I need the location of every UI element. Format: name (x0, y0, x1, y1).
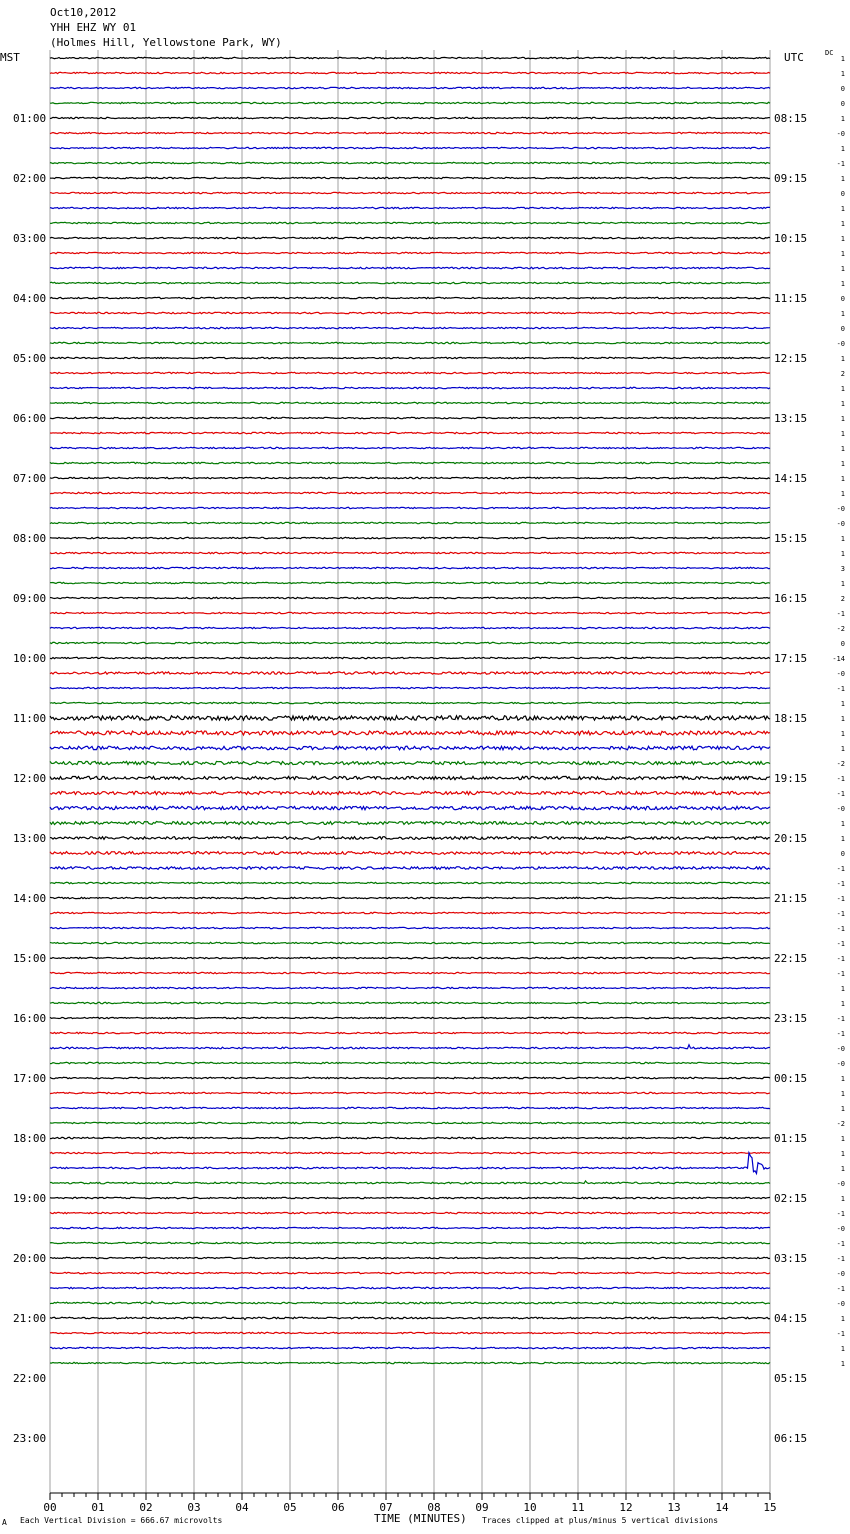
x-tick-label: 14 (715, 1501, 729, 1514)
trace-line (50, 791, 770, 794)
trace-line (50, 87, 770, 88)
trace-line (50, 1107, 770, 1108)
x-tick-label: 07 (379, 1501, 393, 1514)
trace-line (50, 462, 770, 463)
trace-line (50, 522, 770, 523)
trace-line (50, 72, 770, 73)
trace-line (50, 1017, 770, 1018)
right-hour-label: 10:15 (774, 232, 808, 245)
dc-value: 2 (840, 595, 845, 603)
trace-line (50, 882, 770, 883)
dc-value: 1 (840, 835, 845, 843)
trace-line (50, 177, 770, 178)
dc-value: -1 (836, 1255, 845, 1263)
x-tick-label: 00 (43, 1501, 57, 1514)
dc-value: -1 (836, 910, 845, 918)
dc-value: 2 (840, 370, 845, 378)
dc-value: 1 (840, 400, 845, 408)
dc-value: -1 (836, 940, 845, 948)
right-hour-label: 20:15 (774, 832, 808, 845)
dc-value: 1 (840, 265, 845, 273)
trace-line (50, 402, 770, 403)
trace-line (50, 1287, 770, 1288)
trace-line (50, 1257, 770, 1258)
dc-value: -1 (836, 610, 845, 618)
left-hour-label: 01:00 (13, 112, 47, 125)
dc-value: -1 (836, 790, 845, 798)
dc-value: 1 (840, 460, 845, 468)
x-tick-label: 11 (571, 1501, 585, 1514)
trace-line (50, 372, 770, 373)
dc-value: -14 (832, 655, 845, 663)
trace-line (50, 1153, 770, 1174)
right-hour-label: 17:15 (774, 652, 808, 665)
trace-line (50, 417, 770, 418)
dc-value: 1 (840, 730, 845, 738)
dc-value: 1 (840, 1150, 845, 1158)
dc-value: -1 (836, 1030, 845, 1038)
trace-line (50, 147, 770, 148)
left-hour-label: 07:00 (13, 472, 47, 485)
dc-value: -0 (836, 1225, 845, 1233)
trace-line (50, 1197, 770, 1198)
trace-line (50, 1347, 770, 1348)
x-axis (43, 1493, 776, 1514)
right-hour-label: 11:15 (774, 292, 808, 305)
dc-value: -1 (836, 775, 845, 783)
trace-line (50, 987, 770, 988)
trace-line (50, 1362, 770, 1363)
trace-line (50, 761, 770, 764)
left-hour-label: 14:00 (13, 892, 47, 905)
trace-line (50, 1212, 770, 1213)
right-hour-labels (774, 112, 807, 1445)
left-axis-label: MST (0, 51, 20, 64)
trace-line (50, 297, 770, 298)
right-hour-label: 13:15 (774, 412, 808, 425)
trace-line (50, 1181, 770, 1184)
left-hour-label: 10:00 (13, 652, 47, 665)
dc-value: 0 (840, 640, 845, 648)
dc-value: -1 (836, 685, 845, 693)
left-hour-label: 02:00 (13, 172, 47, 185)
x-axis-label: TIME (MINUTES) (374, 1512, 467, 1525)
dc-value: 1 (840, 1360, 845, 1368)
right-hour-label: 03:15 (774, 1252, 808, 1265)
dc-value: 0 (840, 325, 845, 333)
trace-line (50, 57, 770, 58)
dc-value: -2 (836, 625, 845, 633)
dc-value: 0 (840, 85, 845, 93)
right-axis-label: UTC (784, 51, 804, 64)
left-hour-label: 09:00 (13, 592, 47, 605)
left-hour-label: 18:00 (13, 1132, 47, 1145)
dc-value: 1 (840, 250, 845, 258)
dc-value: 1 (840, 1165, 845, 1173)
dc-value: 1 (840, 430, 845, 438)
trace-line (50, 1272, 770, 1273)
right-hour-label: 23:15 (774, 1012, 808, 1025)
trace-line (50, 117, 770, 118)
dc-value: 1 (840, 445, 845, 453)
dc-value: 1 (840, 145, 845, 153)
x-tick-label: 02 (139, 1501, 153, 1514)
trace-line (50, 957, 770, 958)
trace-line (50, 657, 770, 658)
dc-value: 1 (840, 220, 845, 228)
clip-note: Traces clipped at plus/minus 5 vertical divisions (482, 1516, 719, 1525)
dc-value: 0 (840, 100, 845, 108)
trace-line (50, 192, 770, 193)
trace-line (50, 837, 770, 840)
dc-value: 1 (840, 1000, 845, 1008)
dc-value: 0 (840, 295, 845, 303)
dc-value: 1 (840, 490, 845, 498)
left-hour-label: 11:00 (13, 712, 47, 725)
trace-line (50, 237, 770, 238)
dc-value: 0 (840, 850, 845, 858)
trace-line (50, 207, 770, 208)
left-hour-label: 12:00 (13, 772, 47, 785)
trace-line (50, 492, 770, 493)
dc-value: -0 (836, 1300, 845, 1308)
x-tick-label: 04 (235, 1501, 249, 1514)
trace-line (50, 716, 770, 720)
x-tick-label: 03 (187, 1501, 201, 1514)
trace-line (50, 1301, 770, 1304)
location-title: (Holmes Hill, Yellowstone Park, WY) (50, 36, 282, 49)
x-tick-label: 08 (427, 1501, 441, 1514)
trace-line (50, 162, 770, 163)
scale-marker: A (2, 1518, 7, 1527)
dc-value: -1 (836, 1015, 845, 1023)
trace-line (50, 432, 770, 433)
left-hour-label: 13:00 (13, 832, 47, 845)
trace-line (50, 627, 770, 628)
dc-value: -0 (836, 1180, 845, 1188)
trace-line (50, 537, 770, 538)
dc-value: -1 (836, 925, 845, 933)
right-hour-label: 06:15 (774, 1432, 808, 1445)
dc-value: 0 (840, 190, 845, 198)
dc-value: -0 (836, 1060, 845, 1068)
dc-value: -1 (836, 970, 845, 978)
dc-value: 1 (840, 1315, 845, 1323)
dc-value: -1 (836, 160, 845, 168)
right-hour-label: 16:15 (774, 592, 808, 605)
right-hour-label: 14:15 (774, 472, 808, 485)
left-hour-label: 21:00 (13, 1312, 47, 1325)
right-hour-label: 02:15 (774, 1192, 808, 1205)
dc-value: -1 (836, 1330, 845, 1338)
trace-line (50, 731, 770, 735)
left-hour-label: 20:00 (13, 1252, 47, 1265)
trace-line (50, 552, 770, 553)
dc-value: -1 (836, 1210, 845, 1218)
dc-value: 1 (840, 175, 845, 183)
dc-value: -1 (836, 865, 845, 873)
trace-line (50, 1317, 770, 1319)
dc-value: -0 (836, 1045, 845, 1053)
x-tick-label: 12 (619, 1501, 633, 1514)
dc-value: 1 (840, 1090, 845, 1098)
trace-line (50, 867, 770, 870)
dc-value: 1 (840, 55, 845, 63)
dc-value: 1 (840, 820, 845, 828)
dc-value: 1 (840, 580, 845, 588)
trace-line (50, 567, 770, 568)
left-hour-label: 15:00 (13, 952, 47, 965)
dc-value: 3 (840, 565, 845, 573)
right-hour-label: 05:15 (774, 1372, 808, 1385)
trace-line (50, 612, 770, 613)
right-hour-label: 18:15 (774, 712, 808, 725)
dc-value: 1 (840, 1105, 845, 1113)
dc-value: 1 (840, 385, 845, 393)
dc-value: 1 (840, 70, 845, 78)
grid-lines (50, 50, 770, 1493)
trace-line (50, 806, 770, 809)
dc-value: 1 (840, 235, 845, 243)
dc-value: 1 (840, 1075, 845, 1083)
dc-value: 1 (840, 280, 845, 288)
trace-line (50, 1227, 770, 1228)
date-title: Oct10,2012 (50, 6, 117, 19)
left-hour-label: 04:00 (13, 292, 47, 305)
trace-line (50, 1137, 770, 1138)
dc-value: 1 (840, 715, 845, 723)
dc-value: -2 (836, 1120, 845, 1128)
dc-value: -1 (836, 880, 845, 888)
left-hour-labels (13, 112, 46, 1445)
trace-line (50, 582, 770, 583)
trace-line (50, 1002, 770, 1003)
trace-line (50, 1045, 770, 1049)
trace-line (50, 1062, 770, 1063)
trace-line (50, 1332, 770, 1333)
trace-line (50, 746, 770, 750)
right-hour-label: 09:15 (774, 172, 808, 185)
trace-line (50, 222, 770, 223)
trace-line (50, 312, 770, 313)
left-hour-label: 22:00 (13, 1372, 47, 1385)
dc-value: 1 (840, 1195, 845, 1203)
dc-value: -1 (836, 895, 845, 903)
dc-value: -1 (836, 955, 845, 963)
dc-value-column (832, 55, 845, 1368)
left-hour-label: 03:00 (13, 232, 47, 245)
trace-line (50, 1122, 770, 1123)
dc-value: -0 (836, 130, 845, 138)
x-tick-label: 01 (91, 1501, 105, 1514)
dc-value: -0 (836, 505, 845, 513)
left-hour-label: 23:00 (13, 1432, 47, 1445)
dc-value: 1 (840, 700, 845, 708)
trace-line (50, 597, 770, 598)
dc-value: -0 (836, 340, 845, 348)
x-tick-label: 05 (283, 1501, 297, 1514)
trace-line (50, 912, 770, 913)
trace-line (50, 477, 770, 478)
trace-line (50, 387, 770, 388)
trace-line (50, 342, 770, 343)
trace-line (50, 252, 770, 253)
dc-value: 1 (840, 550, 845, 558)
scale-text: Each Vertical Division = 666.67 microvolts (20, 1516, 223, 1525)
trace-line (50, 1092, 770, 1093)
x-tick-label: 13 (667, 1501, 681, 1514)
trace-line (50, 972, 770, 973)
dc-value: 1 (840, 745, 845, 753)
dc-value: 1 (840, 205, 845, 213)
trace-line (50, 672, 770, 674)
trace-line (50, 282, 770, 283)
station-title: YHH EHZ WY 01 (50, 21, 137, 34)
dc-value: -0 (836, 670, 845, 678)
dc-value: -0 (836, 1270, 845, 1278)
dc-value: 1 (840, 475, 845, 483)
trace-line (50, 132, 770, 133)
trace-line (50, 897, 770, 898)
right-hour-label: 22:15 (774, 952, 808, 965)
trace-line (50, 702, 770, 703)
dc-value: -1 (836, 1285, 845, 1293)
x-tick-label: 10 (523, 1501, 537, 1514)
dc-value: -1 (836, 1240, 845, 1248)
dc-value: 1 (840, 1345, 845, 1353)
dc-value: 1 (840, 1135, 845, 1143)
left-hour-label: 19:00 (13, 1192, 47, 1205)
trace-line (50, 327, 770, 328)
dc-value: 1 (840, 355, 845, 363)
left-hour-label: 05:00 (13, 352, 47, 365)
right-hour-label: 21:15 (774, 892, 808, 905)
trace-line (50, 776, 770, 779)
dc-value: -0 (836, 520, 845, 528)
dc-value: 1 (840, 985, 845, 993)
trace-line (50, 852, 770, 855)
right-hour-label: 15:15 (774, 532, 808, 545)
trace-line (50, 1032, 770, 1033)
trace-line (50, 1077, 770, 1078)
trace-line (50, 507, 770, 508)
left-hour-label: 16:00 (13, 1012, 47, 1025)
right-hour-label: 04:15 (774, 1312, 808, 1325)
trace-line (50, 357, 770, 358)
right-hour-label: 00:15 (774, 1072, 808, 1085)
dc-value: -2 (836, 760, 845, 768)
trace-line (50, 267, 770, 269)
dc-value: 1 (840, 415, 845, 423)
trace-line (50, 1152, 770, 1153)
trace-line (50, 447, 770, 448)
trace-line (50, 102, 770, 103)
dc-value: 1 (840, 535, 845, 543)
right-hour-label: 19:15 (774, 772, 808, 785)
trace-line (50, 942, 770, 943)
right-hour-label: 12:15 (774, 352, 808, 365)
dc-label: DC (825, 49, 834, 57)
trace-line (50, 642, 770, 643)
right-hour-label: 01:15 (774, 1132, 808, 1145)
right-hour-label: 08:15 (774, 112, 808, 125)
dc-value: 1 (840, 310, 845, 318)
trace-line (50, 1242, 770, 1243)
trace-group (50, 57, 770, 1363)
trace-line (50, 687, 770, 688)
x-tick-label: 15 (763, 1501, 777, 1514)
dc-value: 1 (840, 115, 845, 123)
trace-line (50, 927, 770, 928)
x-tick-label: 09 (475, 1501, 489, 1514)
trace-line (50, 822, 770, 825)
left-hour-label: 06:00 (13, 412, 47, 425)
left-hour-label: 17:00 (13, 1072, 47, 1085)
left-hour-label: 08:00 (13, 532, 47, 545)
dc-value: -0 (836, 805, 845, 813)
x-tick-label: 06 (331, 1501, 345, 1514)
